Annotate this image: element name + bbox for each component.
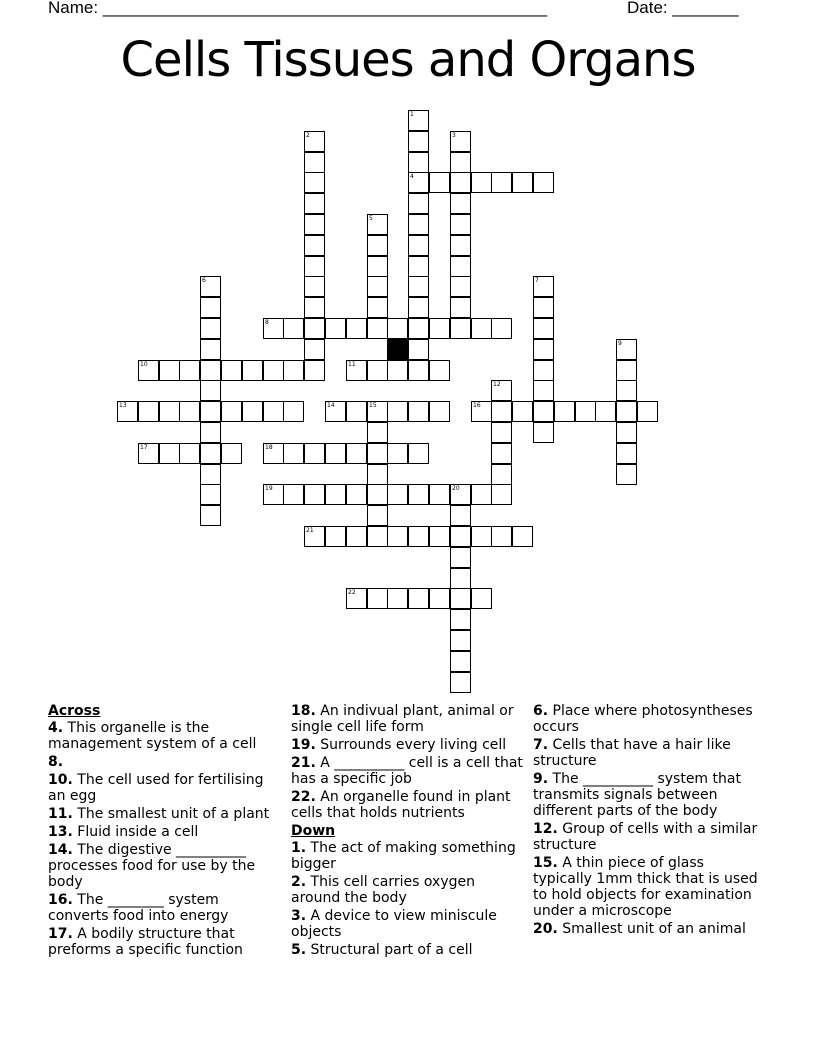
- grid-cell[interactable]: [367, 443, 388, 464]
- clue: [291, 737, 523, 753]
- grid-cell[interactable]: [325, 443, 346, 464]
- grid-cell[interactable]: [533, 401, 554, 422]
- clue-text: Group of cells with a similar structure: [533, 821, 758, 853]
- grid-cell[interactable]: [491, 318, 512, 339]
- grid-cell[interactable]: [450, 152, 471, 173]
- grid-cell[interactable]: [533, 380, 554, 401]
- grid-cell[interactable]: [387, 401, 408, 422]
- clue-number: 20: [452, 485, 460, 492]
- clue-num: 8.: [48, 754, 64, 770]
- grid-cell[interactable]: [450, 214, 471, 235]
- grid-cell[interactable]: [367, 318, 388, 339]
- clue: [48, 772, 280, 804]
- clue: [291, 908, 523, 940]
- clue-text: A device to view miniscule objects: [291, 908, 497, 940]
- grid-cell[interactable]: [346, 401, 367, 422]
- clues-column-3: [533, 703, 765, 939]
- grid-cell[interactable]: [408, 443, 429, 464]
- grid-cell[interactable]: [429, 401, 450, 422]
- clue-text: The __________ system that transmits signals between different parts of the body: [533, 771, 741, 819]
- grid-cell[interactable]: [367, 235, 388, 256]
- grid-cell[interactable]: [429, 172, 450, 193]
- clue-number: 4: [410, 173, 414, 180]
- grid-cell[interactable]: [346, 526, 367, 547]
- grid-cell[interactable]: [179, 360, 200, 381]
- grid-cell[interactable]: [283, 401, 304, 422]
- grid-cell[interactable]: [616, 443, 637, 464]
- grid-cell[interactable]: [159, 360, 180, 381]
- clue-text: Surrounds every living cell: [315, 737, 507, 753]
- clue-number: 13: [119, 402, 127, 409]
- grid-cell[interactable]: [616, 464, 637, 485]
- grid-cell[interactable]: [325, 318, 346, 339]
- clues-column-1: [48, 703, 280, 960]
- grid-cell[interactable]: [200, 360, 221, 381]
- clue-number: 3: [452, 132, 456, 139]
- grid-cell[interactable]: [491, 464, 512, 485]
- clue-text: Cells that have a hair like structure: [533, 737, 731, 769]
- grid-cell[interactable]: [512, 526, 533, 547]
- grid-cell[interactable]: [304, 484, 325, 505]
- grid-cell[interactable]: [533, 339, 554, 360]
- clue-number: 22: [348, 589, 356, 596]
- grid-cell[interactable]: [387, 588, 408, 609]
- grid-cell[interactable]: [367, 422, 388, 443]
- grid-cell[interactable]: [575, 401, 596, 422]
- grid-cell[interactable]: [200, 443, 221, 464]
- clue-num: 18.: [291, 703, 316, 719]
- grid-cell[interactable]: [283, 484, 304, 505]
- grid-cell[interactable]: [387, 484, 408, 505]
- grid-cell[interactable]: [554, 401, 575, 422]
- grid-cell[interactable]: [533, 422, 554, 443]
- clue-number: 17: [140, 444, 148, 451]
- date-blank: _______: [672, 0, 739, 17]
- clue: [291, 942, 523, 958]
- grid-cell[interactable]: [221, 443, 242, 464]
- name-label: Name:: [48, 0, 99, 17]
- clue-num: 14.: [48, 842, 73, 858]
- grid-cell[interactable]: [367, 256, 388, 277]
- grid-cell[interactable]: [408, 297, 429, 318]
- grid-cell[interactable]: [200, 464, 221, 485]
- grid-cell[interactable]: [408, 401, 429, 422]
- grid-cell[interactable]: [616, 360, 637, 381]
- grid-cell[interactable]: [304, 214, 325, 235]
- clue: [291, 755, 523, 787]
- grid-cell[interactable]: [200, 505, 221, 526]
- grid-cell[interactable]: [408, 193, 429, 214]
- grid-cell[interactable]: [304, 256, 325, 277]
- grid-cell[interactable]: [242, 360, 263, 381]
- clue-num: 10.: [48, 772, 73, 788]
- clue-num: 19.: [291, 737, 316, 753]
- clue: [48, 824, 280, 840]
- clue-number: 21: [306, 527, 314, 534]
- grid-cell[interactable]: [491, 443, 512, 464]
- clue-number: 9: [618, 340, 622, 347]
- grid-cell[interactable]: [346, 443, 367, 464]
- clue-number: 7: [535, 277, 539, 284]
- clue-num: 3.: [291, 908, 307, 924]
- clue-text: This cell carries oxygen around the body: [291, 874, 475, 906]
- grid-cell[interactable]: [367, 464, 388, 485]
- grid-cell[interactable]: [491, 526, 512, 547]
- clue: [291, 703, 523, 735]
- grid-cell[interactable]: [533, 172, 554, 193]
- grid-cell[interactable]: [263, 401, 284, 422]
- clue-text: Smallest unit of an animal: [557, 921, 746, 937]
- grid-cell[interactable]: [159, 443, 180, 464]
- grid-cell[interactable]: [263, 360, 284, 381]
- grid-cell[interactable]: [637, 401, 658, 422]
- grid-cell[interactable]: [471, 172, 492, 193]
- grid-cell[interactable]: [491, 172, 512, 193]
- grid-cell[interactable]: [304, 276, 325, 297]
- grid-cell[interactable]: [491, 422, 512, 443]
- clue: [48, 926, 280, 958]
- clue-number: 11: [348, 361, 356, 368]
- clue: [48, 754, 280, 770]
- grid-cell[interactable]: [408, 214, 429, 235]
- grid-cell[interactable]: [450, 609, 471, 630]
- grid-cell[interactable]: [200, 339, 221, 360]
- clue: [533, 737, 765, 769]
- clue-num: 7.: [533, 737, 549, 753]
- grid-cell[interactable]: [304, 339, 325, 360]
- clue-number: 16: [473, 402, 481, 409]
- grid-cell[interactable]: [304, 360, 325, 381]
- grid-cell[interactable]: [367, 588, 388, 609]
- clue-num: 11.: [48, 806, 73, 822]
- grid-cell[interactable]: [408, 235, 429, 256]
- grid-cell[interactable]: [450, 547, 471, 568]
- grid-cell[interactable]: [450, 193, 471, 214]
- clue-number: 12: [493, 381, 501, 388]
- grid-cell[interactable]: [200, 484, 221, 505]
- date-label: Date:: [627, 0, 668, 17]
- grid-cell[interactable]: [367, 360, 388, 381]
- grid-cell[interactable]: [304, 443, 325, 464]
- clue-text: The digestive __________ processes food for use by the body: [48, 842, 256, 890]
- clue-num: 12.: [533, 821, 558, 837]
- grid-cell[interactable]: [408, 276, 429, 297]
- grid-cell[interactable]: [450, 651, 471, 672]
- clue-number: 10: [140, 361, 148, 368]
- clue: [533, 703, 765, 735]
- grid-cell[interactable]: [533, 360, 554, 381]
- clue-text: Place where photosyntheses occurs: [533, 703, 753, 735]
- clues-column-2: [291, 703, 523, 960]
- clue-number: 8: [265, 319, 269, 326]
- grid-cell[interactable]: [325, 526, 346, 547]
- down-heading: Down: [291, 823, 336, 839]
- grid-cell[interactable]: [450, 318, 471, 339]
- grid-cell[interactable]: [450, 276, 471, 297]
- grid-cell[interactable]: [325, 484, 346, 505]
- grid-cell[interactable]: [159, 401, 180, 422]
- clue: [48, 806, 280, 822]
- across-heading: Across: [48, 703, 101, 719]
- grid-cell[interactable]: [450, 256, 471, 277]
- grid-cell[interactable]: [408, 360, 429, 381]
- clue-text: A thin piece of glass typically 1mm thick that is used to hold objects for examination under a microscope: [533, 855, 758, 919]
- grid-cell[interactable]: [429, 318, 450, 339]
- clue: [533, 855, 765, 919]
- grid-cell[interactable]: [616, 401, 637, 422]
- grid-cell[interactable]: [408, 339, 429, 360]
- grid-cell[interactable]: [595, 401, 616, 422]
- grid-cell[interactable]: [387, 443, 408, 464]
- grid-cell[interactable]: [450, 172, 471, 193]
- clue-num: 6.: [533, 703, 549, 719]
- grid-cell[interactable]: [429, 588, 450, 609]
- grid-cell[interactable]: [283, 318, 304, 339]
- clue-num: 1.: [291, 840, 307, 856]
- grid-cell[interactable]: [450, 505, 471, 526]
- grid-cell[interactable]: [346, 484, 367, 505]
- clue: [48, 842, 280, 890]
- grid-cell[interactable]: [429, 360, 450, 381]
- clue-number: 18: [265, 444, 273, 451]
- grid-cell[interactable]: [367, 484, 388, 505]
- clue-num: 20.: [533, 921, 558, 937]
- grid-cell[interactable]: [200, 422, 221, 443]
- clue-num: 4.: [48, 720, 64, 736]
- clue-text: The smallest unit of a plant: [72, 806, 270, 822]
- clue-num: 15.: [533, 855, 558, 871]
- grid-cell[interactable]: [450, 672, 471, 693]
- clue-number: 15: [369, 402, 377, 409]
- clue-text: An indivual plant, animal or single cell life form: [291, 703, 514, 735]
- clue-text: This organelle is the management system of a cell: [48, 720, 257, 752]
- clue-number: 14: [327, 402, 335, 409]
- clue-number: 6: [202, 277, 206, 284]
- grid-cell[interactable]: [367, 276, 388, 297]
- grid-cell[interactable]: [533, 318, 554, 339]
- clue-text: The act of making something bigger: [291, 840, 516, 872]
- grid-cell[interactable]: [450, 235, 471, 256]
- clue-text: A bodily structure that preforms a specific function: [48, 926, 243, 958]
- clue: [533, 821, 765, 853]
- grid-cell[interactable]: [471, 588, 492, 609]
- grid-cell[interactable]: [367, 526, 388, 547]
- page-title: Cells Tissues and Organs: [120, 32, 696, 88]
- grid-cell[interactable]: [179, 401, 200, 422]
- grid-cell[interactable]: [512, 401, 533, 422]
- name-blank: _______________________________________________: [102, 0, 548, 17]
- grid-cell[interactable]: [408, 588, 429, 609]
- clue-text: Fluid inside a cell: [72, 824, 199, 840]
- grid-cell[interactable]: [179, 443, 200, 464]
- grid-cell[interactable]: [304, 297, 325, 318]
- grid-cell[interactable]: [387, 318, 408, 339]
- grid-cell[interactable]: [616, 380, 637, 401]
- grid-cell[interactable]: [283, 443, 304, 464]
- grid-cell[interactable]: [304, 172, 325, 193]
- clue-text: An organelle found in plant cells that holds nutrients: [291, 789, 511, 821]
- clue: [533, 771, 765, 819]
- clue-number: 1: [410, 111, 414, 118]
- clue-num: 2.: [291, 874, 307, 890]
- grid-cell[interactable]: [491, 484, 512, 505]
- grid-cell[interactable]: [346, 318, 367, 339]
- clue-number: 19: [265, 485, 273, 492]
- grid-cell[interactable]: [221, 360, 242, 381]
- grid-cell[interactable]: [408, 526, 429, 547]
- grid-cell[interactable]: [408, 131, 429, 152]
- grid-cell[interactable]: [200, 297, 221, 318]
- grid-cell[interactable]: [512, 172, 533, 193]
- grid-cell[interactable]: [429, 526, 450, 547]
- grid-cell[interactable]: [387, 526, 408, 547]
- grid-cell[interactable]: [616, 422, 637, 443]
- clue-num: 21.: [291, 755, 316, 771]
- grid-cell[interactable]: [387, 360, 408, 381]
- grid-cell[interactable]: [304, 235, 325, 256]
- grid-cell[interactable]: [304, 193, 325, 214]
- clue-num: 16.: [48, 892, 73, 908]
- clue-number: 5: [369, 215, 373, 222]
- clue: [533, 921, 765, 937]
- grid-cell[interactable]: [242, 401, 263, 422]
- grid-cell[interactable]: [471, 484, 492, 505]
- grid-cell[interactable]: [491, 401, 512, 422]
- clue-text: The cell used for fertilising an egg: [48, 772, 264, 804]
- grid-cell[interactable]: [408, 484, 429, 505]
- grid-cell[interactable]: [533, 297, 554, 318]
- grid-cell[interactable]: [200, 318, 221, 339]
- clue-text: A __________ cell is a cell that has a specific job: [291, 755, 523, 787]
- grid-cell[interactable]: [200, 380, 221, 401]
- grid-cell[interactable]: [450, 630, 471, 651]
- clue: [291, 874, 523, 906]
- grid-cell[interactable]: [471, 318, 492, 339]
- grid-cell[interactable]: [304, 318, 325, 339]
- grid-cell[interactable]: [471, 526, 492, 547]
- grid-cell[interactable]: [221, 401, 242, 422]
- clue-num: 17.: [48, 926, 73, 942]
- black-square: [387, 339, 408, 360]
- grid-cell[interactable]: [200, 401, 221, 422]
- grid-cell[interactable]: [429, 484, 450, 505]
- clue: [291, 840, 523, 872]
- grid-cell[interactable]: [138, 401, 159, 422]
- clue-text: The ________ system converts food into energy: [48, 892, 229, 924]
- grid-cell[interactable]: [450, 526, 471, 547]
- grid-cell[interactable]: [367, 505, 388, 526]
- clue-num: 22.: [291, 789, 316, 805]
- grid-cell[interactable]: [408, 152, 429, 173]
- grid-cell[interactable]: [304, 152, 325, 173]
- grid-cell[interactable]: [450, 588, 471, 609]
- grid-cell[interactable]: [283, 360, 304, 381]
- clue-num: 9.: [533, 771, 549, 787]
- grid-cell[interactable]: [408, 256, 429, 277]
- clue: [48, 720, 280, 752]
- clue-text: Structural part of a cell: [306, 942, 473, 958]
- clue-number: 2: [306, 132, 310, 139]
- clue-num: 13.: [48, 824, 73, 840]
- grid-cell[interactable]: [408, 318, 429, 339]
- grid-cell[interactable]: [450, 568, 471, 589]
- clue-num: 5.: [291, 942, 307, 958]
- clue: [48, 892, 280, 924]
- grid-cell[interactable]: [450, 297, 471, 318]
- grid-cell[interactable]: [367, 297, 388, 318]
- clue: [291, 789, 523, 821]
